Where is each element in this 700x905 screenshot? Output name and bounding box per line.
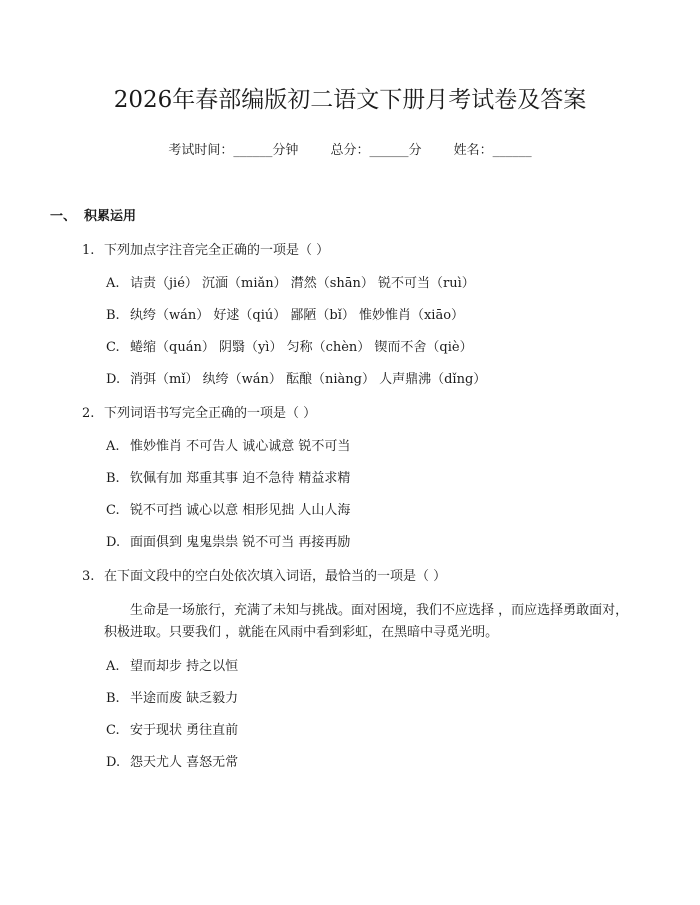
option-d bbox=[106, 754, 628, 772]
question-3 bbox=[82, 568, 628, 586]
option-text: 蜷缩（quán） 阴翳（yì） 匀称（chèn） 锲而不舍（qiè） bbox=[130, 340, 473, 355]
question-number: 2. bbox=[82, 406, 95, 421]
question-1-options bbox=[106, 275, 628, 389]
option-a bbox=[106, 438, 628, 456]
option-letter: C. bbox=[106, 723, 120, 738]
question-2-options bbox=[106, 438, 628, 552]
option-letter: D. bbox=[106, 372, 121, 387]
reading-passage: 生命是一场旅行，充满了未知与挑战。面对困境，我们不应选择 ，而应选择勇敢面对，积极进取。只要我们 ，就能在风雨中看到彩虹，在黑暗中寻觅光明。 bbox=[104, 603, 629, 640]
option-text: 消弭（mǐ） 纨绔（wán） 酝酿（niàng） 人声鼎沸（dǐng） bbox=[130, 372, 487, 387]
option-letter: B. bbox=[106, 691, 120, 706]
option-text: 纨绔（wán） 好逑（qiú） 鄙陋（bǐ） 惟妙惟肖（xiāo） bbox=[130, 308, 465, 323]
option-c bbox=[106, 339, 628, 357]
option-b bbox=[106, 690, 628, 708]
total-score: 总分：______分 bbox=[330, 143, 422, 158]
option-b bbox=[106, 307, 628, 325]
option-letter: C. bbox=[106, 503, 120, 518]
section-heading bbox=[50, 208, 628, 226]
option-text: 锐不可挡 诚心以意 相形见拙 人山人海 bbox=[130, 503, 351, 518]
option-letter: B. bbox=[106, 308, 120, 323]
option-text: 钦佩有加 郑重其事 迫不急待 精益求精 bbox=[130, 471, 351, 486]
option-text: 惟妙惟肖 不可告人 诚心诚意 锐不可当 bbox=[130, 439, 351, 454]
question-text: 下列加点字注音完全正确的一项是（ ） bbox=[104, 243, 330, 258]
option-a bbox=[106, 658, 628, 676]
option-text: 面面俱到 鬼鬼祟祟 锐不可当 再接再励 bbox=[130, 535, 351, 550]
option-letter: C. bbox=[106, 340, 120, 355]
question-text: 下列词语书写完全正确的一项是（ ） bbox=[104, 406, 317, 421]
page-title: 2026年春部编版初二语文下册月考试卷及答案 bbox=[113, 87, 587, 113]
option-c bbox=[106, 722, 628, 740]
question-number: 3. bbox=[82, 569, 95, 584]
question-2 bbox=[82, 405, 628, 423]
option-text: 望而却步 持之以恒 bbox=[130, 659, 239, 674]
question-1 bbox=[82, 242, 628, 260]
option-letter: B. bbox=[106, 471, 120, 486]
option-letter: A. bbox=[106, 659, 120, 674]
option-d bbox=[106, 371, 628, 389]
question-3-options bbox=[106, 600, 628, 772]
option-text: 怨天尤人 喜怒无常 bbox=[130, 755, 239, 770]
option-c bbox=[106, 502, 628, 520]
student-name: 姓名：______ bbox=[453, 143, 532, 158]
exam-meta bbox=[72, 142, 628, 160]
exam-time: 考试时间：______分钟 bbox=[168, 143, 299, 158]
option-letter: A. bbox=[106, 276, 120, 291]
option-letter: D. bbox=[106, 755, 121, 770]
option-text: 半途而废 缺乏毅力 bbox=[130, 691, 239, 706]
option-text: 诘责（jié） 沉湎（miǎn） 潸然（shān） 锐不可当（ruì） bbox=[130, 276, 475, 291]
option-d bbox=[106, 534, 628, 552]
question-text: 在下面文段中的空白处依次填入词语，最恰当的一项是（ ） bbox=[104, 569, 447, 584]
section-label: 积累运用 bbox=[84, 209, 137, 224]
option-letter: D. bbox=[106, 535, 121, 550]
option-a bbox=[106, 275, 628, 293]
option-b bbox=[106, 470, 628, 488]
question-number: 1. bbox=[82, 243, 95, 258]
option-text: 安于现状 勇往直前 bbox=[130, 723, 239, 738]
section-number: 一、 bbox=[50, 209, 77, 224]
option-letter: A. bbox=[106, 439, 120, 454]
